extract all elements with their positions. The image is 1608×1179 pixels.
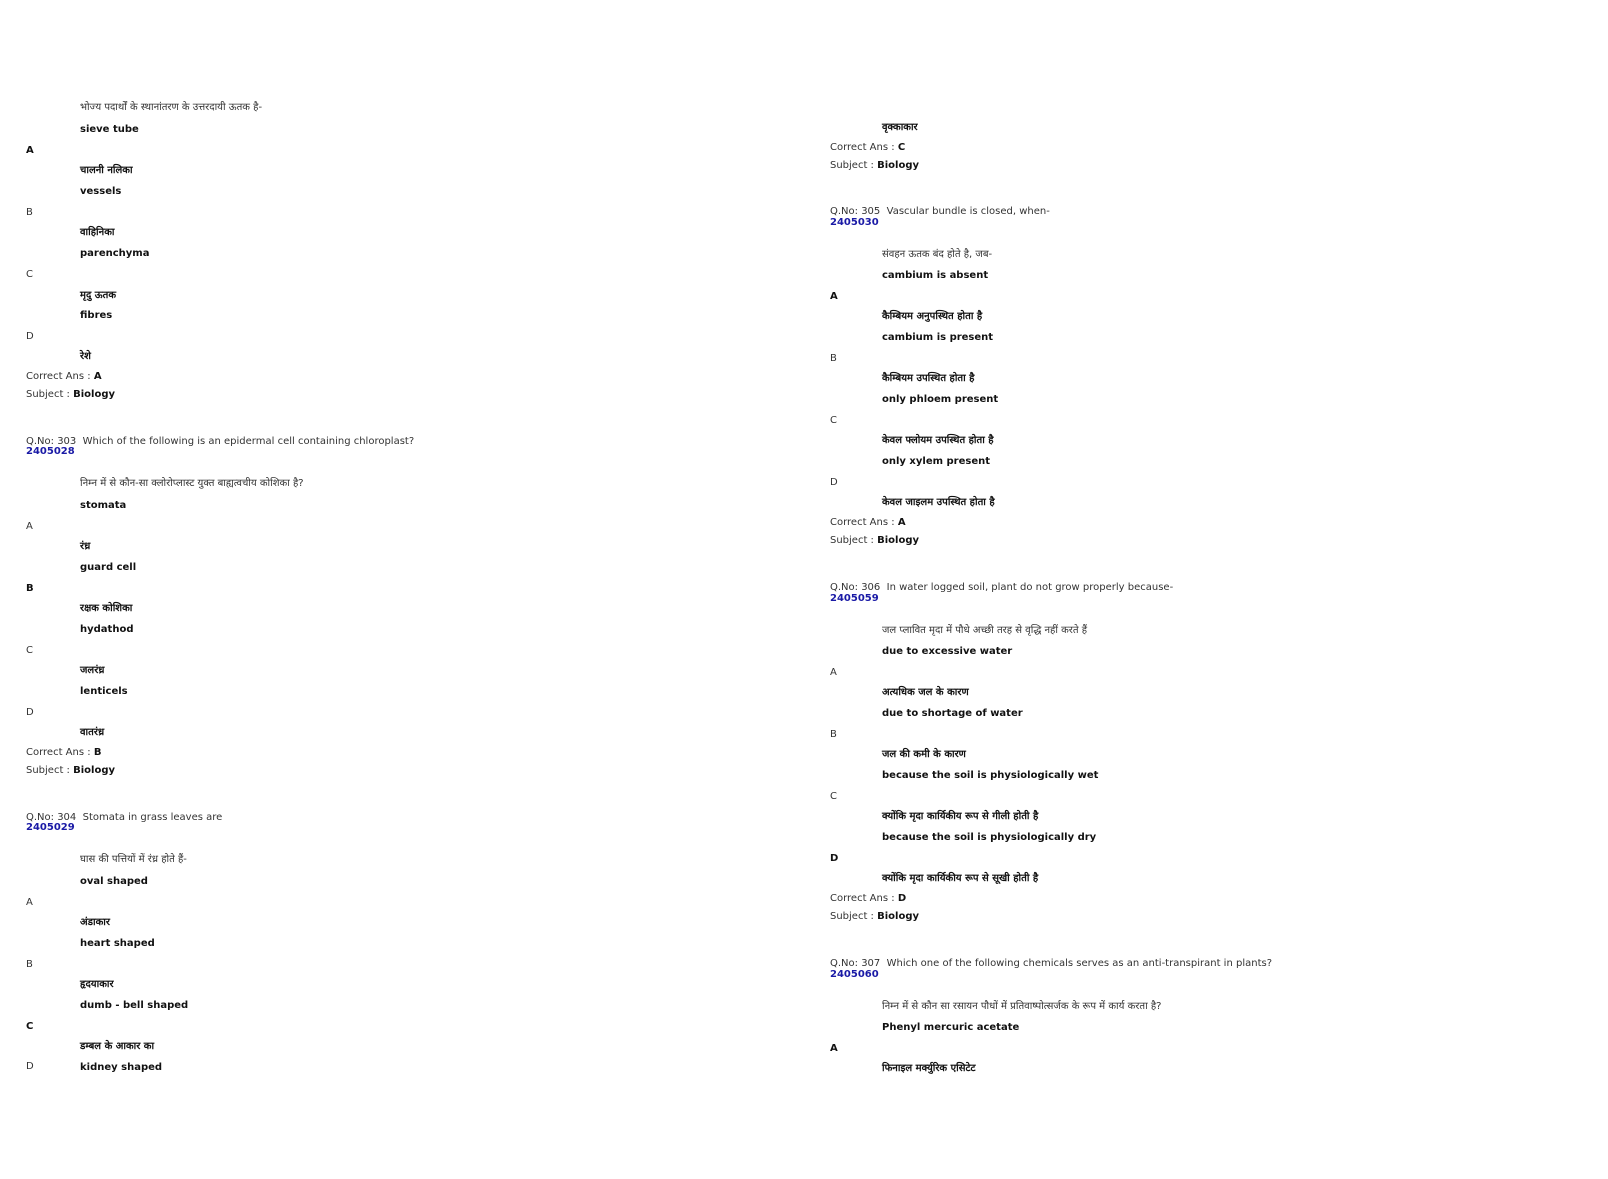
question-number: Q.No: 305 [830,206,881,217]
question-hindi: निम्न में से कौन-सा क्लोरोप्लास्ट युक्त बाह्यत्वचीय कोशिका है? [80,478,304,489]
subject-value: Biology [73,389,116,400]
option-a-english: stomata [80,500,127,511]
correct-answer-value: A [93,371,102,382]
option-d-hindi: वातरंध्र [80,727,105,738]
option-b-english: due to shortage of water [882,708,1023,719]
correct-answer [830,142,905,154]
question-english: In water logged soil, plant do not grow properly because- [886,582,1174,593]
question-english: Stomata in grass leaves are [82,812,223,823]
option-c-hindi: डम्बल के आकार का [80,1041,155,1052]
question-number: Q.No: 307 [830,958,881,969]
option-d-english: fibres [80,310,113,321]
option-c-hindi: मृदु ऊतक [80,290,117,301]
question-id: 2405029 [26,822,75,833]
question-header [830,958,1272,970]
option-b-english: vessels [80,186,122,197]
option-b-hindi: हृदयाकार [80,979,114,990]
option-b-letter: B [830,353,837,364]
subject [830,535,919,547]
option-c-hindi: क्योंकि मृदा कार्यिकीय रूप से गीली होती है [882,811,1039,822]
option-a-english: sieve tube [80,124,139,135]
subject [830,160,919,172]
question-number: Q.No: 306 [830,582,881,593]
option-c-letter: C [26,1021,34,1032]
option-c-english: only phloem present [882,394,999,405]
correct-answer [830,517,906,529]
subject-value: Biology [877,911,920,922]
option-a-hindi: फिनाइल मर्क्युरिक एसिटेट [882,1063,976,1074]
correct-answer-label: Correct Ans : [830,893,895,904]
subject-label: Subject : [26,765,70,776]
option-d-english: only xylem present [882,456,991,467]
correct-answer-label: Correct Ans : [26,747,91,758]
option-d-english: kidney shaped [80,1062,163,1073]
question-id: 2405030 [830,217,879,228]
question-hindi: घास की पत्तियों में रंध्र होते हैं- [80,854,187,865]
correct-answer [26,747,101,759]
option-a-english: due to excessive water [882,646,1013,657]
correct-answer-value: A [897,517,906,528]
option-c-letter: C [830,791,837,802]
option-d-english: lenticels [80,686,128,697]
correct-answer-label: Correct Ans : [26,371,91,382]
option-a-english: oval shaped [80,876,148,887]
correct-answer [26,371,102,383]
correct-answer-label: Correct Ans : [830,517,895,528]
option-a-hindi: कैम्बियम अनुपस्थित होता है [882,311,983,322]
option-a-hindi: रंध्र [80,541,91,552]
option-c-english: hydathod [80,624,134,635]
subject [830,911,919,923]
option-d-letter: D [26,331,34,342]
question-hindi: संवहन ऊतक बंद होते है, जब- [882,249,993,260]
subject-label: Subject : [26,389,70,400]
question-hindi: जल प्लावित मृदा में पौधे अच्छी तरह से वृद्धि नहीं करते हैं [882,625,1088,636]
subject-value: Biology [877,535,920,546]
question-id: 2405059 [830,593,879,604]
question-header [26,436,414,448]
option-d-english: because the soil is physiologically dry [882,832,1097,843]
option-a-hindi: अत्यधिक जल के कारण [882,687,969,698]
option-a-english: cambium is absent [882,270,989,281]
correct-answer-value: D [897,893,907,904]
option-a-letter: A [26,521,33,532]
subject [26,389,115,401]
option-b-hindi: जल की कमी के कारण [882,749,966,760]
option-b-letter: B [26,207,33,218]
option-a-letter: A [830,1043,838,1054]
correct-answer-value: B [93,747,102,758]
option-b-letter: B [830,729,837,740]
option-a-hindi: चालनी नलिका [80,165,133,176]
question-english: Which one of the following chemicals serves as an anti-transpirant in plants? [886,958,1273,969]
subject-label: Subject : [830,911,874,922]
question-id: 2405028 [26,446,75,457]
correct-answer-value: C [897,142,906,153]
option-c-hindi: केवल फ्लोयम उपस्थित होता है [882,435,994,446]
subject-value: Biology [877,160,920,171]
option-b-english: cambium is present [882,332,994,343]
correct-answer-label: Correct Ans : [830,142,895,153]
option-c-english: because the soil is physiologically wet [882,770,1099,781]
correct-answer [830,893,906,905]
option-a-english: Phenyl mercuric acetate [882,1022,1020,1033]
subject-label: Subject : [830,535,874,546]
option-a-letter: A [26,897,33,908]
subject-label: Subject : [830,160,874,171]
option-d-hindi: रेशे [80,351,91,362]
option-b-english: guard cell [80,562,137,573]
question-number: Q.No: 303 [26,436,77,447]
option-c-english: dumb - bell shaped [80,1000,189,1011]
option-a-letter: A [830,291,838,302]
option-c-letter: C [26,645,33,656]
option-b-hindi: कैम्बियम उपस्थित होता है [882,373,975,384]
option-b-letter: B [26,959,33,970]
option-d-letter: D [26,707,34,718]
option-b-english: heart shaped [80,938,155,949]
question-header [830,582,1173,594]
option-a-hindi: अंडाकार [80,917,110,928]
option-d-hindi: केवल जाइलम उपस्थित होता है [882,497,995,508]
option-b-hindi: वाहिनिका [80,227,115,238]
option-d-hindi: क्योंकि मृदा कार्यिकीय रूप से सूखी होती है [882,873,1039,884]
option-d-letter: D [830,477,838,488]
option-b-letter: B [26,583,34,594]
question-hindi: निम्न में से कौन सा रसायन पौधों में प्रतिवाष्पोत्सर्जक के रूप में कार्य करता है? [882,1001,1162,1012]
option-d-hindi: वृक्काकार [882,122,918,133]
option-d-letter: D [830,853,839,864]
subject-value: Biology [73,765,116,776]
question-english: Vascular bundle is closed, when- [886,206,1050,217]
subject [26,765,115,777]
option-a-letter: A [830,667,837,678]
option-a-letter: A [26,145,34,156]
option-d-letter: D [26,1061,34,1072]
option-b-hindi: रक्षक कोशिका [80,603,133,614]
question-english: Which of the following is an epidermal cell containing chloroplast? [82,436,415,447]
option-c-english: parenchyma [80,248,150,259]
option-c-letter: C [830,415,837,426]
option-c-hindi: जलरंध्र [80,665,105,676]
question-hindi: भोज्य पदार्थों के स्थानांतरण के उत्तरदायी ऊतक है- [80,102,263,113]
question-number: Q.No: 304 [26,812,77,823]
option-c-letter: C [26,269,33,280]
question-id: 2405060 [830,969,879,980]
